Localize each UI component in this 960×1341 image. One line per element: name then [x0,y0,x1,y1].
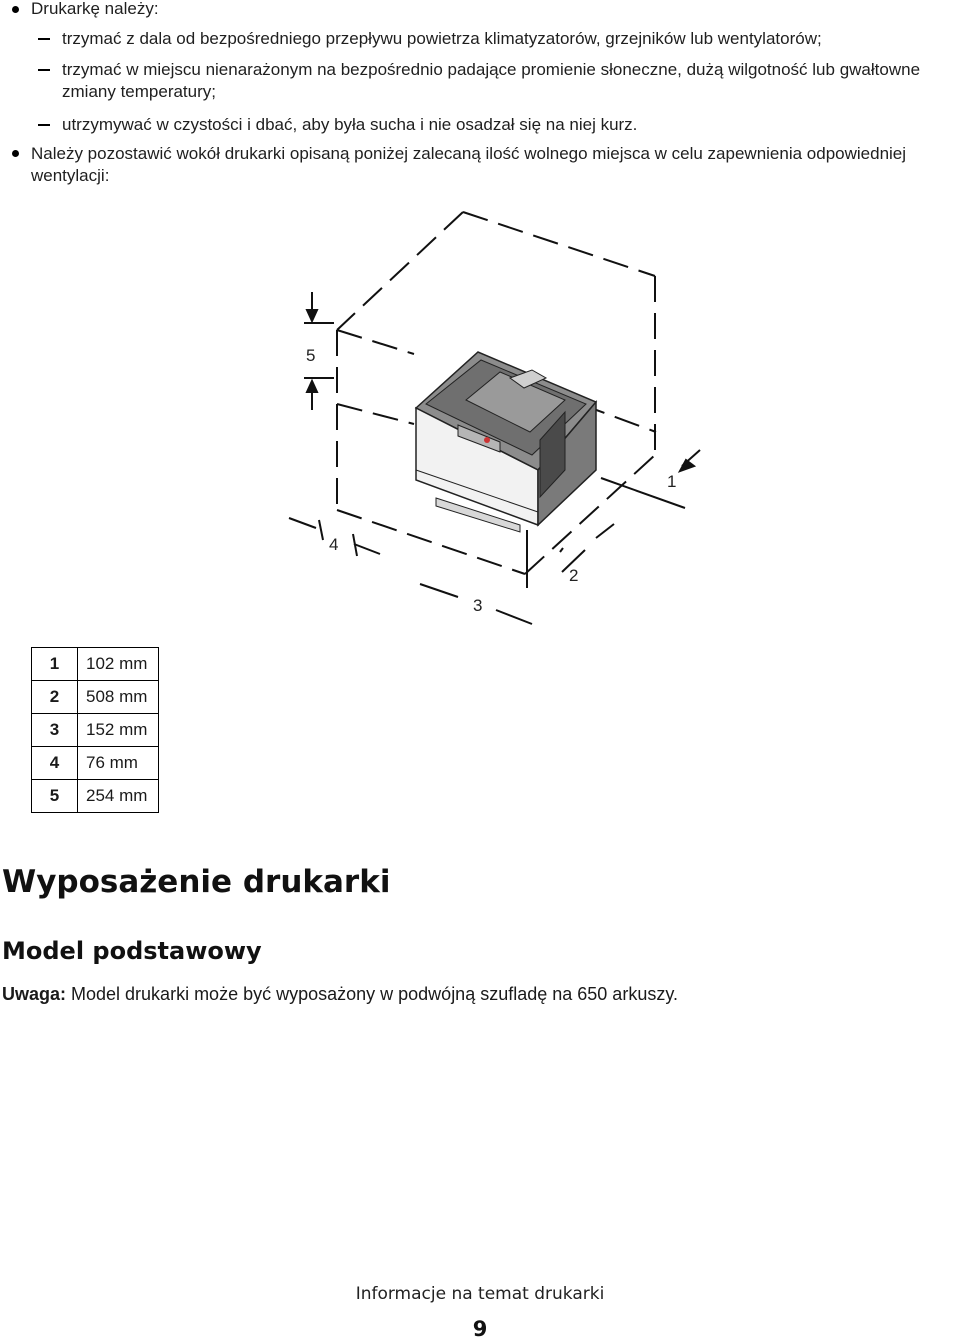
table-row [32,681,159,714]
table-cell-number: 5 [32,780,78,813]
printer-illustration [416,352,596,532]
table-row [32,780,159,813]
diagram-label-5: 5 [306,346,316,365]
table-cell-number: 3 [32,714,78,747]
sub-item-1: trzymać z dala od bezpośredniego przepływu powietrza klimatyzatorów, grzejników lub wentylatorów; [62,29,822,48]
intro-text: Drukarkę należy: [31,0,159,18]
table-cell-number: 2 [32,681,78,714]
table-row [32,648,159,681]
note [2,984,678,1005]
clearance-table [31,647,159,813]
subsection-title: Model podstawowy [2,937,262,965]
table-cell-number: 4 [32,747,78,780]
table-cell-value: 254 mm [78,780,159,813]
table-row [32,747,159,780]
table-row [32,714,159,747]
diagram-label-2: 2 [569,566,579,585]
ventilation-text: Należy pozostawić wokół drukarki opisaną poniżej zalecaną ilość wolnego miejsca w celu zapewnienia odpowiedniej wentylacji: [31,144,907,185]
table-cell-value: 508 mm [78,681,159,714]
diagram-label-4: 4 [329,535,339,554]
printer-clearance-diagram [0,0,960,640]
table-cell-number: 1 [32,648,78,681]
sub-item-2: trzymać w miejscu nienarażonym na bezpośrednio padające promienie słoneczne, dużą wilgotność lub gwałtowne zmiany temperatury; [62,60,921,101]
section-title: Wyposażenie drukarki [2,864,391,900]
note-text: Model drukarki może być wyposażony w podwójną szufladę na 650 arkuszy. [66,984,678,1004]
sub-item-3: utrzymywać w czystości i dbać, aby była sucha i nie osadzał się na niej kurz. [62,115,638,134]
table-cell-value: 152 mm [78,714,159,747]
diagram-label-3: 3 [473,596,483,615]
page-number: 9 [472,1317,488,1341]
table-cell-value: 102 mm [78,648,159,681]
table-cell-value: 76 mm [78,747,159,780]
diagram-label-1: 1 [667,472,677,491]
note-label: Uwaga: [2,984,67,1004]
footer-text: Informacje na temat drukarki [355,1284,605,1304]
